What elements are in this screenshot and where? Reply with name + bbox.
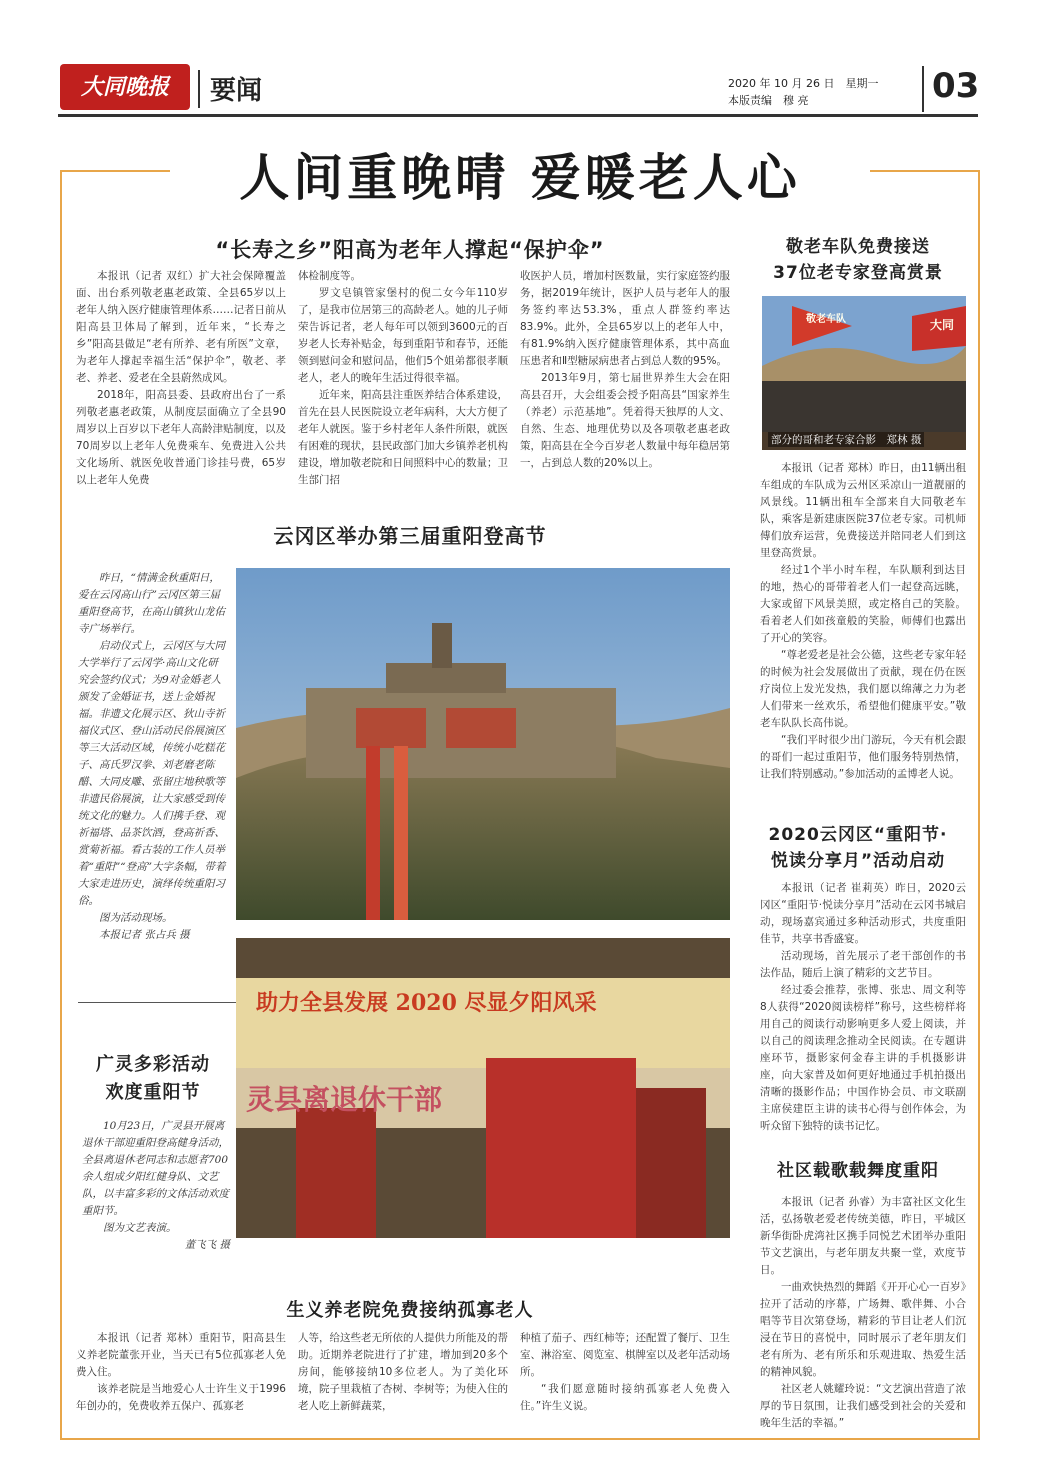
stage-banner-text2: 灵县离退休干部 [246,1083,443,1116]
frame-right [978,170,980,1440]
article5-title: 社区载歌载舞度重阳 [777,1161,939,1181]
article6-credit: 董飞飞 摄 [184,1239,230,1251]
article4-title-line1: 2020云冈区“重阳节· [768,825,948,845]
banner-text-left: 敬老车队 [806,314,846,325]
article7-col2: 人等，给这些老无所依的人提供力所能及的帮助。近期养老院进行了扩建，增加到20多个房间，能够接纳10多位老人。为了美化环境，院子里栽植了杏树、李树等；为使入住的老人吃上新鲜蔬菜， [298,1332,508,1412]
article7-col3: 种植了茄子、西红柿等；还配置了餐厅、卫生室、淋浴室、阅览室、棋牌室以及老年活动场所。 “我们愿意随时接纳孤寡老人免费入住。”许生义说。 [520,1332,730,1412]
photo-caption: 部分的哥和老专家合影 郑林 摄 [768,432,924,447]
article1-col3: 收医护人员，增加村医数量，实行家庭签约服务，据2019年统计，医护人员与老年人的服务签约率达53.3%，重点人群签约率达83.9%。此外，全县65岁以上的老年人中，有81.9%纳入医疗健康管理体系，其中高血压患者和Ⅱ型糖尿病患者占到总人数的95%。 2013年9月，第七届世界养生大会在阳高县召开，大会组委会授予阳高县“国家养生（养老）示范基地”。凭着得天独厚的人文、自然、生态、地理优势以及各项敬老惠老政策，阳高县在全今百岁老人数量中每年稳居第一，占到总人数的20%以上。 [520,270,730,469]
stage-banner-text: 助力全县发展 2020 尽显夕阳风采 [256,990,597,1016]
header-rule [58,114,978,117]
section-name: 要闻 [210,76,263,106]
banner-text-right: 大同 [930,318,955,332]
article1-col1: 本报讯（记者 双红）扩大社会保障覆盖面、出台系列敬老惠老政策、全县65岁以上老年人纳入医疗健康管理体系……记者日前从阳高县卫体局了解到，近年来，“长寿之乡”阳高县做足“老有所养、老有所医”文章，为老年人撑起幸福生活“保护伞”，敬老、孝老、养老、爱老在全县蔚然成风。 2018年，阳高县委、县政府出台了一系列敬老惠老政策，从制度层面确立了全县90周岁以上百岁以下老年人高龄津贴制度，以及70周岁以上老年人免费乘车、免费进入公共文化场所、就医免收普通门诊挂号费，65岁以上老年人免费 [76,270,286,486]
article6-rule [78,1002,238,1003]
article5-body: 本报讯（记者 孙睿）为丰富社区文化生活，弘扬敬老爱老传统美德，昨日，平城区新华街卧虎湾社区携手同悦艺术团举办重阳节文艺演出，与老年朋友共聚一堂，欢度节日。 一曲欢快热烈的舞蹈《开开心心一百岁》拉开了活动的序幕，广场舞、歌伴舞、小合唱等节目次第登场，精彩的节目让老人们沉浸在节日的喜悦中，同时展示了老年朋友们老有所为、老有所乐和乐观进取、热爱生活的精神风貌。 社区老人姚耀玲说：“文艺演出营造了浓厚的节日氛围，让我们感受到社会的关爱和晚年生活的幸福。” [760,1196,966,1429]
article2-credit: 本报记者 张占兵 摄 [99,929,190,941]
page-number: 03 [932,66,980,106]
article7-title: 生义养老院免费接纳孤寡老人 [286,1300,534,1321]
article2-body: 昨日，“情满金秋重阳日，爱在云冈高山行”云冈区第三届重阳登高节，在高山镇狄山龙佑寺广场举行。 启动仪式上，云冈区与大同大学举行了云冈学·高山文化研究会签约仪式；为9对金婚老人颁发了金婚证书，送上金婚祝福。非遗文化展示区、狄山寺祈福仪式区、登山活动民俗展演区等三大活动区域，传统小吃糕花子、高氏罗汉拳、刘老磨老陈醋、大同皮雕、张留庄地秧歌等非遗民俗展演，让大家感受到传统文化的魅力。人们携手登、观祈福塔、品茶饮酒，登高祈香、赏菊祈福。看古装的工作人员举着“重阳”“登高”大字条幅，带着大家走进历史，演绎传统重阳习俗。 图为活动现场。 本报记者 张占兵 摄 [78,570,228,944]
photo-stage-performance [236,938,730,1238]
article1-col2: 体检制度等。 罗文皂镇管家堡村的倪二女今年110岁了，是我市位居第三的高龄老人。她的儿子师荣告诉记者，老人每年可以领到3600元的百岁老人长寿补贴金，每到重阳节和春节，还能领到慰问金和慰问品，他们5个姐弟都很孝顺老人，老人的晚年生活过得很幸福。 近年来，阳高县注重医养结合体系建设，首先在县人民医院设立老年病科，大大方便了老年人就医。鉴于乡村老年人条件所限，就医有困难的现状，县民政部门加大乡镇养老机构建设，增加敬老院和日间照料中心的数量；卫生部门招 [298,270,508,486]
issue-date: 2020 年 10 月 26 日 星期一 [728,77,879,90]
page-editor: 本版责编 穆 亮 [728,94,809,107]
article6-title-line1: 广灵多彩活动 [96,1054,210,1075]
page-number-divider [922,66,924,112]
article1-title: “长寿之乡”阳高为老年人撑起“保护伞” [215,238,605,262]
main-headline: 人间重晚晴 爱暖老人心 [239,149,801,207]
article6-title-line2: 欢度重阳节 [105,1082,201,1103]
photo-temple-mountain [236,568,730,920]
frame-left [60,170,62,1440]
frame-bottom [60,1438,980,1440]
frame-top-left [60,170,170,172]
article3-title-line2: 37位老专家登高赏景 [773,263,943,283]
article4-body: 本报讯（记者 崔莉英）昨日，2020云冈区“重阳节·悦读分享月”活动在云冈书城启动，现场嘉宾通过多种活动形式，共度重阳佳节，共享书香盛宴。 活动现场，首先展示了老干部创作的书法作品，随后上演了精彩的文艺节目。 经过委会推荐，张博、张忠、周文利等8人获得“2020阅读榜样”称号，这些榜样将用自己的阅读行动影响更多人爱上阅读，并以自己的阅读理念推动全民阅读。在专题讲座环节，摄影家何金春主讲的手机摄影讲座，向大家普及如何更好地通过手机拍摄出清晰的摄影作品；中国作协会员、市文联副主席侯建臣主讲的读书心得与创作体会，为听众留下独特的读书记忆。 [760,882,966,1132]
article2-title: 云冈区举办第三届重阳登高节 [273,524,547,548]
masthead-logo: 大同晚报 [60,64,190,110]
masthead-divider [198,70,200,108]
article4-title-line2: 悦读分享月”活动启动 [770,851,946,871]
article7-col1: 本报讯（记者 郑林）重阳节，阳高县生义养老院董张开业，当天已有5位孤寡老人免费入住。 该养老院是当地爱心人士许生义于1996年创办的，免费收养五保户、孤寡老 [76,1332,286,1412]
frame-top-right [870,170,980,172]
article3-body: 本报讯（记者 郑林）昨日，由11辆出租车组成的车队成为云州区采凉山一道靓丽的风景线。11辆出租车全部来自大同敬老车队，乘客是新建康医院37位老专家。司机师傅们放弃运营，免费接送并陪同老人们到这里登高赏景。 经过1个半小时车程，车队顺利到达目的地，热心的哥带着老人们一起登高远眺，大家或留下风景美照，或定格自己的笑脸。看着老人们如孩童般的笑脸，师傅们也露出了开心的笑容。 “尊老爱老是社会公德，这些老专家年轻的时候为社会发展做出了贡献，现在仍在医疗岗位上发光发热，我们愿以绵薄之力为老人们带来一丝欢乐，希望他们健康平安。”敬老车队队长高伟说。 “我们平时很少出门游玩，今天有机会跟的哥们一起过重阳节，他们服务特别热情，让我们特别感动。”参加活动的孟博老人说。 [760,462,966,780]
photo-group-volunteers [762,296,966,450]
article6-body: 10月23日，广灵县开展离退休干部迎重阳登高健身活动，全县离退休老同志和志愿者700余人组成夕阳红健身队、文艺队，以丰富多彩的文体活动欢度重阳节。 图为文艺表演。 董飞飞 摄 [82,1118,230,1254]
article3-title-line1: 敬老车队免费接送 [786,237,930,257]
